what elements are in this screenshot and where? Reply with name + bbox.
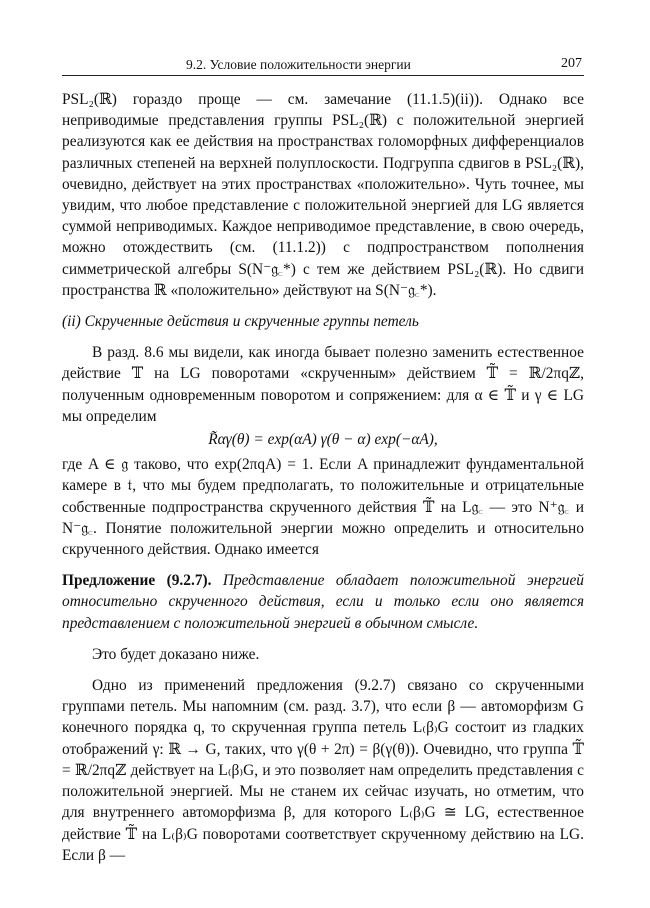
paragraph-4: Это будет доказано ниже. bbox=[92, 645, 260, 663]
paragraph-5: Одно из применений предложения (9.2.7) связано со скрученными группами петель. Мы напомним (см. разд. 3.7), что если β — автоморфизм G конечного порядка q, то скрученная группа петель L₍β₎G состоит из гладких отображений γ: ℝ → G, таких, что γ(θ + 2π) = β(γ(θ)). Очевидно, что группа 𝕋̃ = ℝ/2πqℤ действует на L₍β₎G, и это позволяет нам определить представления с положительной энергией. Мы не станем их сейчас изучать, но отметим, что для внутреннего автоморфизма β, для которого L₍β₎G ≅ LG, естественное действие 𝕋̃ на L₍β₎G поворотами соответствует скрученному действию на LG. Если β — bbox=[62, 677, 584, 864]
page-number: 207 bbox=[561, 56, 582, 71]
proposition bbox=[62, 570, 584, 634]
book-page bbox=[62, 55, 584, 866]
paragraph-3: где A ∈ 𝔤 таково, что exp(2πqA) = 1. Если A принадлежит фундаментальной камере в 𝔱, что мы будем предполагать, то положительные и отрицательные собственные подпространства скрученного действия 𝕋̃ на L𝔤꜀ — это N⁺𝔤꜀ и N⁻𝔤꜀. Понятие положительной энергии можно определить и относительно скрученного действия. Однако имеется bbox=[62, 456, 584, 559]
formula-twisted-action: R̃αγ(θ) = exp(αA) γ(θ − α) exp(−αA), bbox=[208, 431, 438, 449]
paragraph-1: PSL₂(ℝ) гораздо проще — см. замечание (11.1.5)(ii)). Однако все неприводимые представления группы PSL₂(ℝ) с положительной энергией реализуются как ее действия на пространствах голоморфных дифференциалов различных степеней на верхней полуплоскости. Подгруппа сдвигов в PSL₂(ℝ), очевидно, действует на этих пространствах «положительно». Чуть точнее, мы увидим, что любое представление с положительной энергией для LG является суммой неприводимых. Каждое неприводимое представление, в свою очередь, можно отождествить (см. (11.1.2)) с подпространством пополнения симметрической алгебры S(N⁻𝔤꜀*) с тем же действием PSL₂(ℝ). Но сдвиги пространства ℝ «положительно» действуют на S(N⁻𝔤꜀*). bbox=[62, 91, 584, 299]
section-title: 9.2. Условие положительности энергии bbox=[186, 57, 411, 72]
page-body bbox=[62, 89, 584, 866]
proposition-label: Предложение (9.2.7). bbox=[62, 572, 212, 590]
paragraph-2: В разд. 8.6 мы видели, как иногда бывает полезно заменить естественное действие 𝕋 на LG поворотами «скрученным» действием 𝕋̃ = ℝ/2πqℤ, полученным одновременным поворотом и сопряжением: для α ∈ 𝕋̃ и γ ∈ LG мы определим bbox=[62, 344, 584, 425]
running-header bbox=[62, 55, 584, 76]
subsection-heading: (ii) Скрученные действия и скрученные группы петель bbox=[62, 313, 419, 331]
proposition-text: Представление обладает положительной энергией относительно скрученного действия, если и только если оно является представлением с положительной энергией в обычном смысле. bbox=[62, 572, 584, 632]
